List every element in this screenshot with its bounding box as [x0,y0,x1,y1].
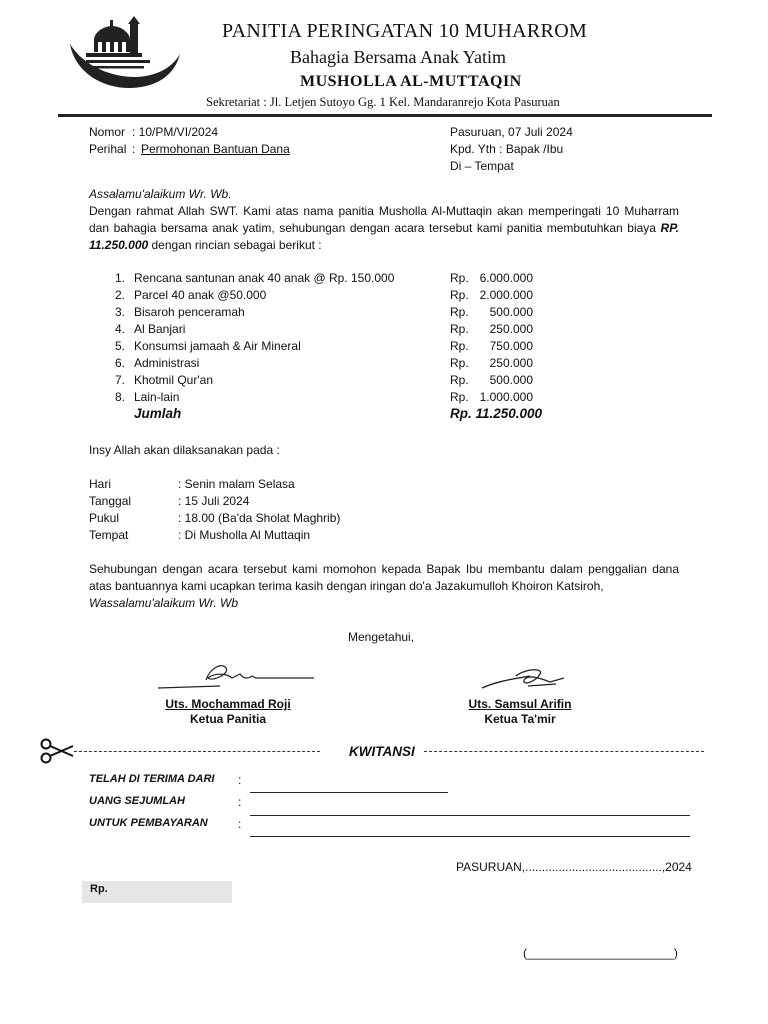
total-value: Rp. 11.250.000 [450,406,543,421]
header-title: PANITIA PERINGATAN 10 MUHARROM [222,20,588,42]
item-currency: Rp. [450,271,469,285]
mosque-crescent-logo-icon [66,14,182,94]
signature-name-right: Uts. Samsul Arifin [468,697,572,711]
received-from-line [250,792,448,793]
acknowledge-label: Mengetahui, [348,630,415,644]
item-number: 5. [114,339,125,353]
cut-line-left [74,751,320,752]
place-date: Pasuruan, 07 Juli 2024 [450,125,573,139]
item-number: 2. [114,288,125,302]
purpose-line [250,836,690,837]
item-currency: Rp. [450,288,469,302]
kwitansi-title: KWITANSI [349,744,415,759]
amount-label: UANG SEJUMLAH [89,795,185,807]
signature-blank: (______________________) [523,946,678,960]
letterhead-logo [66,14,182,94]
item-number: 8. [114,390,125,404]
item-amount: 250.000 [489,356,533,370]
item-number: 7. [114,373,125,387]
kwitansi-place-date: PASURUAN,.........................................,2024 [456,860,692,874]
intro-text: Dengan rahmat Allah SWT. Kami atas nama panitia Musholla Al-Muttaqin akan memperingati 10 Muharram dan bahagia bersama anak yatim, sehubungan dengan acara tersebut kami panitia membutuhkan biaya [89,204,679,235]
received-from-label: TELAH DI TERIMA DARI [89,773,215,785]
total-label: Jumlah [134,406,182,421]
item-amount: 750.000 [489,339,533,353]
item-label: Lain-lain [134,390,180,404]
recipient-location: Di – Tempat [450,159,514,173]
item-number: 4. [114,322,125,336]
item-label: Rencana santunan anak 40 anak @ Rp. 150.000 [134,271,395,285]
item-currency: Rp. [450,305,469,319]
list-item [111,288,551,305]
amount-colon: : [238,795,242,809]
schedule-key: Hari [89,477,112,491]
item-currency: Rp. [450,390,469,404]
list-item [111,390,551,407]
amount-line [250,815,690,816]
rp-amount-box [82,881,232,903]
item-currency: Rp. [450,373,469,387]
rp-label: Rp. [90,883,108,895]
greeting: Assalamu'alaikum Wr. Wb. [89,187,232,201]
item-label: Bisaroh penceramah [134,305,245,319]
schedule-value: : Senin malam Selasa [178,477,295,491]
item-label: Al Banjari [134,322,186,336]
perihal-label: Perihal [89,142,127,156]
header-address: Sekretariat : Jl. Letjen Sutoyo Gg. 1 Kel. Mandaranrejo Kota Pasuruan [206,95,560,109]
recipient-line: Kpd. Yth : Bapak /Ibu [450,142,564,156]
cut-line-right [424,751,704,752]
schedule-key: Tanggal [89,494,132,508]
nomor-value: : 10/PM/VI/2024 [132,125,219,139]
signature-name-left: Uts. Mochammad Roji [165,697,291,711]
schedule-value: : Di Musholla Al Muttaqin [178,528,311,542]
item-currency: Rp. [450,322,469,336]
perihal-value: Permohonan Bantuan Dana [141,142,290,156]
item-amount: 6.000.000 [479,271,533,285]
purpose-label: UNTUK PEMBAYARAN [89,817,208,829]
item-amount: 500.000 [489,373,533,387]
schedule-key: Pukul [89,511,120,525]
intro-paragraph [89,203,679,254]
item-number: 1. [114,271,125,285]
list-item [111,373,551,390]
item-label: Administrasi [134,356,200,370]
item-amount: 500.000 [489,305,533,319]
list-item [111,271,551,288]
signature-role-right: Ketua Ta'mir [484,712,556,726]
farewell: Wassalamu'alaikum Wr. Wb [89,596,238,610]
schedule-intro: Insy Allah akan dilaksanakan pada : [89,443,280,457]
signature-image-right [480,664,590,697]
item-label: Khotmil Qur'an [134,373,213,387]
closing-paragraph: Sehubungan dengan acara tersebut kami momohon kepada Bapak Ibu membantu dalam penggalian dana atas bantuannya kami ucapkan terima kasih dengan iringan do'a Jazakumulloh Khoiron Katsiroh, [89,562,679,593]
item-number: 6. [114,356,125,370]
scissors-icon [39,738,75,767]
received-from-colon: : [238,773,242,787]
item-label: Parcel 40 anak @50.000 [134,288,267,302]
item-currency: Rp. [450,339,469,353]
header-organization: MUSHOLLA AL-MUTTAQIN [300,73,522,90]
intro-text-end: dengan rincian sebagai berikut : [148,238,322,252]
item-number: 3. [114,305,125,319]
intro-amount: RP. 11.250.000 [89,221,679,252]
list-item [111,305,551,322]
schedule-key: Tempat [89,528,129,542]
signature-role-left: Ketua Panitia [189,712,267,726]
header-divider [58,114,712,117]
purpose-colon: : [238,817,242,831]
item-amount: 2.000.000 [479,288,533,302]
nomor-label: Nomor [89,125,126,139]
item-label: Konsumsi jamaah & Air Mineral [134,339,301,353]
perihal-colon: : [132,142,136,156]
signature-image-left [156,660,316,695]
list-item [111,322,551,339]
item-amount: 1.000.000 [479,390,533,404]
list-item [111,356,551,373]
header-subtitle: Bahagia Bersama Anak Yatim [290,47,506,67]
schedule-value: : 15 Juli 2024 [178,494,250,508]
item-currency: Rp. [450,356,469,370]
item-amount: 250.000 [489,322,533,336]
list-item [111,339,551,356]
schedule-value: : 18.00 (Ba'da Sholat Maghrib) [178,511,341,525]
